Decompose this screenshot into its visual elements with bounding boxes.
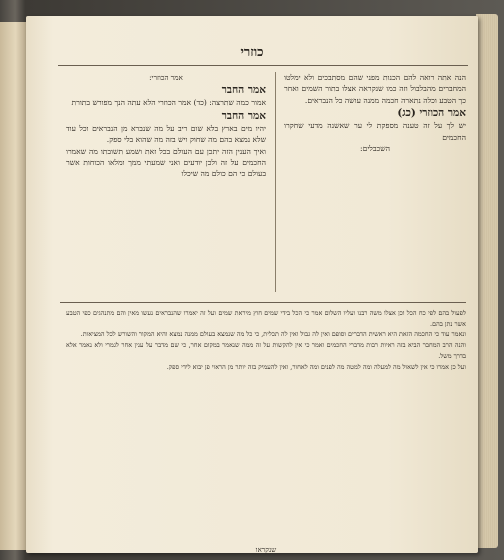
left-page-edge (0, 22, 28, 550)
catchword: שנקראו (255, 546, 277, 554)
column-heading: אמר הכוזרי: (149, 73, 183, 82)
book-page (26, 16, 478, 553)
commentary-paragraph: לפעול בהם לפי כח הכל וכן אצלו משה רבנו ועליו השלום אמר כי הכל בידי שמים חוץ מיראת שמים ועל זה יאמרו שהנבראים נעשו מאין והם מתנהגים כפי הטבע אשר נתן בהם. (66, 309, 466, 328)
header-rule (58, 65, 468, 66)
column-divider (275, 72, 276, 292)
speaker-label: אמר הכוזרי (כג) (397, 107, 466, 120)
opening-text: הנה אתה רואה להם הכנות מפני שהם מסתבכים ולא ימלטו המחברים מהבלבול וזה כמו שנקראה אצלו בתור השמים ואחר כך הטבע וכלה נתארה חכמה ממנה עושה כל הנבראים. (284, 73, 466, 105)
commentary-block (66, 308, 466, 544)
commentary-divider (60, 302, 466, 303)
text-paragraph: ואיך הענין הזה יתכן עם העולם בכל זאת ושמע תשובתו מה שאמרו החכמים על זה ולכן יודעים ואני שמעתי ממך ומלאו הכוחות אשר בעולם כי הם כולם מה שיכלו (66, 146, 266, 179)
speaker-label: אמר החבר (221, 109, 266, 122)
section-end: השכבלים: (360, 144, 390, 154)
commentary-paragraph: ועל כן אמרו כי אין לשאול מה למעלה ומה למטה מה לפנים ומה לאחור, ואין להעמיק בזה יותר מן הראוי פן יבוא לידי ספק. (166, 362, 466, 371)
main-text-left-column (66, 72, 266, 304)
main-text-right-column (284, 72, 466, 292)
running-head: כוזרי (240, 45, 264, 60)
text-paragraph: יש לך על זה טענה מספקת לי ער שאשנה מדעי שחקרו החכמים (284, 121, 466, 142)
page-block-edge (476, 14, 498, 548)
commentary-paragraph: והנה הרב המחבר הביא בזה ראיות רבות מדברי החכמים ואמר כי אין להקשות על זה ממה שנאמר במקום אחר, כי שם מדבר על ענין אחר לגמרי ולא נאמר אלא בדרך משל. (66, 341, 466, 360)
commentary-paragraph: ונאמר עוד כי החכמה הזאת היא ראשית הדברים וסופם ואין לה גבול ואין לה תכלית, כי כל מה שנמצא בעולם ממנה נמצא והיא המקור והשורש לכל המציאות. (80, 330, 466, 339)
text-paragraph: אמור כמה שתרצה: (כד) אמר הכוזרי הלא עתה הנך מפורש בתורת (71, 98, 266, 108)
speaker-label: אמר החבר (221, 84, 266, 97)
text-paragraph: יהיו מים בארץ בלא שום ריב על מה שנברא מן הנבראים וכל עוד שלא נמצא בהם מה שחוק ויש בזה מה שהוא בלי ספק. (66, 123, 266, 145)
